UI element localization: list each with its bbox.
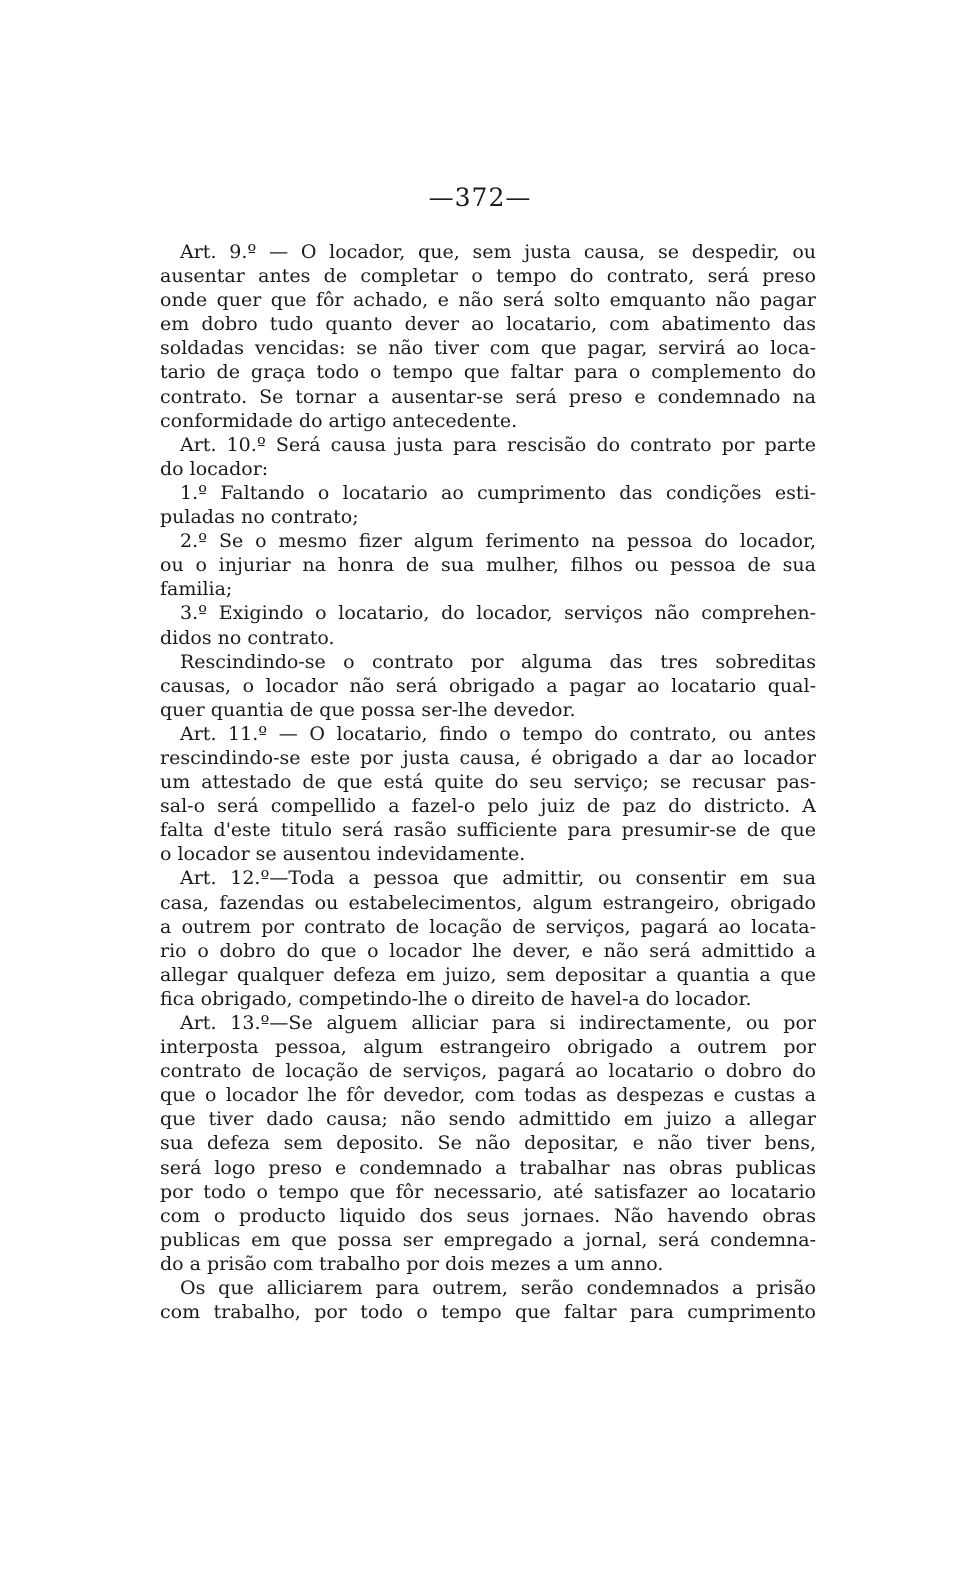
- text-line: causas, o locador não será obrigado a pagar ao locatario qual-: [160, 674, 816, 697]
- text-line: interposta pessoa, algum estrangeiro obrigado a outrem por: [160, 1036, 816, 1059]
- text-line: a outrem por contrato de locação de serviços, pagará ao locata-: [160, 915, 816, 938]
- text-line: 3.º Exigindo o locatario, do locador, serviços não comprehen-: [180, 602, 816, 625]
- text-line: ou o injuriar na honra de sua mulher, filhos ou pessoa de sua: [160, 554, 816, 577]
- text-line: rescindindo-se este por justa causa, é obrigado a dar ao locador: [160, 746, 816, 769]
- text-line: Art. 10.º Será causa justa para rescisão do contrato por parte: [180, 433, 816, 456]
- text-line: com o producto liquido dos seus jornaes. Não havendo obras: [160, 1204, 816, 1227]
- text-line: allegar qualquer defeza em juizo, sem depositar a quantia a que: [160, 963, 816, 986]
- text-line: ausentar antes de completar o tempo do contrato, será preso: [160, 265, 816, 288]
- text-line: 2.º Se o mesmo fizer algum ferimento na pessoa do locador,: [180, 530, 816, 553]
- text-line: familia;: [160, 578, 233, 601]
- text-line: Art. 9.º — O locador, que, sem justa causa, se despedir, ou: [180, 241, 816, 263]
- text-line: em dobro tudo quanto dever ao locatario, com abatimento das: [160, 313, 816, 336]
- text-line: será logo preso e condemnado a trabalhar nas obras publicas: [160, 1156, 816, 1179]
- text-line: puladas no contrato;: [160, 506, 359, 529]
- text-line: contrato. Se tornar a ausentar-se será preso e condemnado na: [160, 385, 816, 408]
- text-line: Rescindindo-se o contrato por alguma das tres sobreditas: [180, 650, 816, 673]
- text-line: com trabalho, por todo o tempo que faltar para cumprimento: [160, 1301, 816, 1324]
- text-line: um attestado de que está quite do seu serviço; se recusar pas-: [160, 771, 816, 794]
- text-line: sua defeza sem deposito. Se não depositar, e não tiver bens,: [160, 1132, 816, 1155]
- text-line: fica obrigado, competindo-lhe o direito de havel-a do locador.: [160, 987, 752, 1010]
- text-line: que o locador lhe fôr devedor, com todas as despezas e custas a: [160, 1084, 816, 1107]
- text-line: casa, fazendas ou estabelecimentos, algum estrangeiro, obrigado: [160, 891, 816, 914]
- text-line: falta d'este titulo será rasão sufficiente para presumir-se de que: [160, 819, 816, 842]
- text-line: que tiver dado causa; não sendo admittido em juizo a allegar: [160, 1108, 816, 1131]
- text-line: do a prisão com trabalho por dois mezes a um anno.: [160, 1252, 664, 1275]
- text-line: do locador:: [160, 457, 269, 480]
- text-line: 1.º Faltando o locatario ao cumprimento das condições esti-: [180, 481, 816, 504]
- text-line: Os que alliciarem para outrem, serão condemnados a prisão: [180, 1277, 816, 1300]
- text-line: soldadas vencidas: se não tiver com que pagar, servirá ao loca-: [160, 337, 816, 360]
- text-line: Art. 13.º—Se alguem alliciar para si indirectamente, ou por: [180, 1012, 816, 1034]
- text-line: Art. 12.º—Toda a pessoa que admittir, ou consentir em sua: [180, 867, 816, 890]
- body-text: [160, 240, 816, 1324]
- text-line: didos no contrato.: [160, 626, 335, 649]
- text-line: conformidade do artigo antecedente.: [160, 409, 518, 432]
- text-line: tario de graça todo o tempo que faltar para o complemento do: [160, 361, 816, 384]
- text-line: publicas em que possa ser empregado a jornal, será condemna-: [160, 1228, 816, 1251]
- text-line: onde quer que fôr achado, e não será solto emquanto não pagar: [160, 289, 816, 312]
- text-line: sal-o será compellido a fazel-o pelo juiz de paz do districto. A: [160, 795, 816, 818]
- text-line: Art. 11.º — O locatario, findo o tempo do contrato, ou antes: [180, 722, 816, 745]
- text-line: contrato de locação de serviços, pagará ao locatario o dobro do: [160, 1060, 816, 1083]
- text-line: por todo o tempo que fôr necessario, até satisfazer ao locatario: [160, 1180, 816, 1203]
- text-line: quer quantia de que possa ser-lhe devedor.: [160, 698, 576, 721]
- text-line: o locador se ausentou indevidamente.: [160, 843, 526, 866]
- page-number: —372—: [428, 183, 532, 212]
- text-line: rio o dobro do que o locador lhe dever, e não será admittido a: [160, 939, 816, 962]
